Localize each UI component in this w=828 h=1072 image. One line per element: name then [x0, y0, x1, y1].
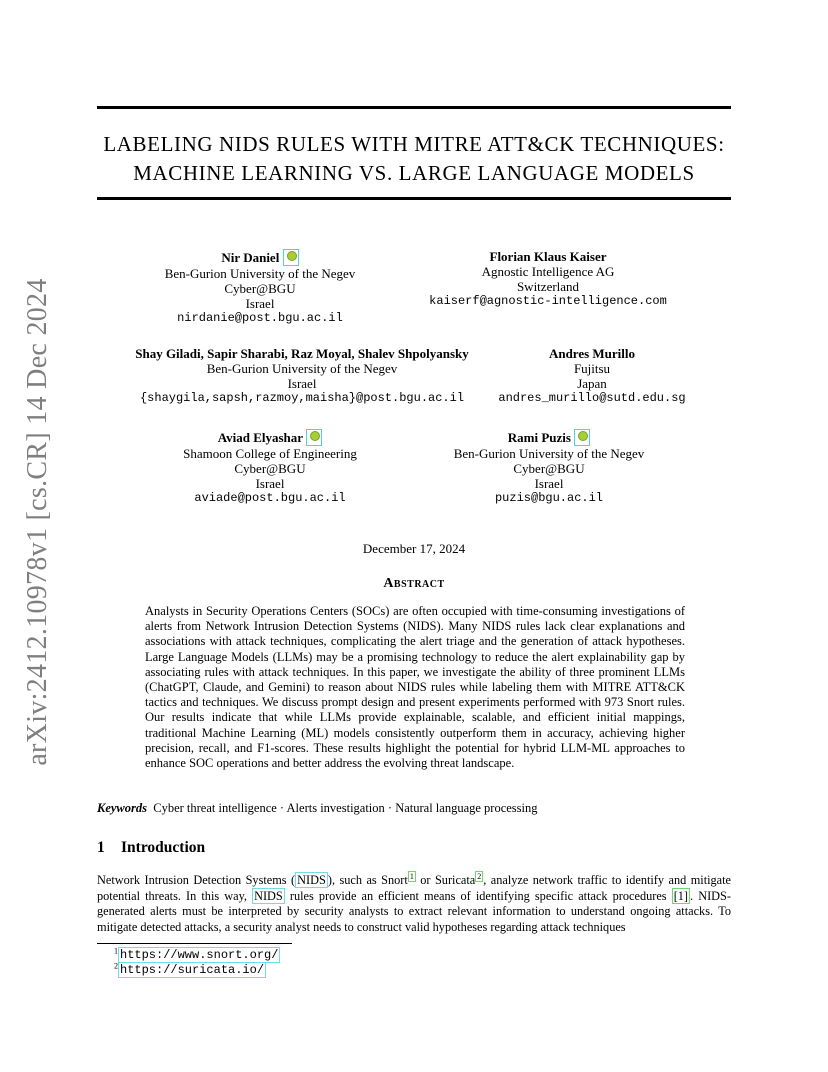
paper-date: December 17, 2024: [362, 541, 466, 556]
orcid-icon: [578, 431, 588, 441]
author-rami-puzis: [369, 429, 729, 506]
author-affiliation: Shamoon College of Engineering: [183, 446, 357, 461]
orcid-icon: [310, 431, 320, 441]
author-affiliation: Ben-Gurion University of the Negev: [453, 446, 645, 461]
footnote-number: 1: [114, 946, 118, 956]
author-name: Nir Daniel: [221, 250, 280, 265]
author-country: Switzerland: [516, 279, 580, 294]
author-email: andres_murillo@sutd.edu.sg: [498, 391, 686, 405]
paper-title: [60, 130, 768, 188]
author-affiliation: Agnostic Intelligence AG: [481, 264, 615, 279]
author-country: Israel: [255, 476, 285, 491]
abstract-text: Analysts in Security Operations Centers (SOCs) are often occupied with time-consuming investigations of alerts from Network Intrusion Detection Systems (NIDS). Many NIDS rules lack clear explanations and associations with attack techniques, complicating the alert triage and the generation of attack hypotheses. Large Language Models (LLMs) may be a promising technology to reduce the alert explainability gap by associating rules with attack techniques. In this paper, we investigate the ability of three prominent LLMs (ChatGPT, Claude, and Gemini) to reason about NIDS rules while labeling them with MITRE ATT&CK tactics and techniques. We discuss prompt design and present experiments performed with 973 Snort rules. Our results indicate that while LLMs provide explainable, scalable, and efficient initial mappings, traditional Machine Learning (ML) models consistently outperform them in accuracy, achieving higher precision, recall, and F1-scores. These results highlight the potential for hybrid LLM-ML approaches to enhance SOC operations and better address the evolving threat landscape.: [145, 604, 685, 771]
author-country: Israel: [287, 376, 317, 391]
author-country: Israel: [245, 296, 275, 311]
footnote-url-link[interactable]: https://www.snort.org/: [120, 948, 279, 962]
author-country: Israel: [534, 476, 564, 491]
intro-paragraph: Network Intrusion Detection Systems ( NIDS ), such as Snort $^1$ or Suricata $^2$ , analyze network traffic to identify and mitigate potential threats. In this way, NIDS rules provide an efficient means of identifying specific attack procedures [1] . NIDS-generated alerts must be interpreted by security analysts to extract relevant information to understand ongoing attacks. To mitigate detected attacks, a security analyst needs to construct valid hypotheses regarding attack techniques: [97, 871, 732, 934]
title-line-2: MACHINE LEARNING VS. LARGE LANGUAGE MODELS: [133, 161, 695, 185]
orcid-icon: [287, 251, 297, 261]
author-email: aviade@post.bgu.ac.il: [194, 491, 346, 505]
author-email: puzis@bgu.ac.il: [494, 491, 604, 505]
footnote-2: [114, 963, 266, 977]
author-name: Shay Giladi, Sapir Sharabi, Raz Moyal, Shalev Shpolyansky: [135, 346, 469, 361]
author-affiliation: Cyber@BGU: [224, 281, 296, 296]
orcid-link[interactable]: [306, 429, 322, 446]
citation-link[interactable]: [1]: [673, 888, 689, 903]
orcid-link[interactable]: [574, 429, 590, 446]
author-email: kaiserf@agnostic-intelligence.com: [429, 294, 667, 308]
keywords-text: Cyber threat intelligence · Alerts investigation · Natural language processing: [153, 801, 538, 815]
title-rule-bottom: [97, 197, 731, 200]
section-title: Introduction: [121, 839, 206, 856]
title-rule-top: [97, 106, 731, 109]
arxiv-stamp-text: arXiv:2412.10978v1 [cs.CR] 14 Dec 2024: [22, 278, 53, 766]
orcid-link[interactable]: [283, 249, 299, 266]
author-affiliation: Ben-Gurion University of the Negev: [164, 266, 356, 281]
author-affiliation: Ben-Gurion University of the Negev: [206, 361, 398, 376]
acronym-link-nids[interactable]: NIDS: [254, 888, 283, 903]
footnote-1: [114, 948, 280, 962]
author-affiliation: Cyber@BGU: [234, 461, 306, 476]
author-affiliation: Cyber@BGU: [513, 461, 585, 476]
footnote-ref-2[interactable]: 2: [477, 871, 482, 881]
footnote-ref-1[interactable]: 1: [409, 871, 414, 881]
author-email: {shaygila,sapsh,razmoy,maisha}@post.bgu.ac.il: [139, 391, 465, 405]
title-line-1: LABELING NIDS RULES WITH MITRE ATT&CK TECHNIQUES:: [103, 132, 725, 156]
footnote-rule: [97, 943, 292, 944]
keywords: [97, 801, 731, 816]
footnote-url-link[interactable]: https://suricata.io/: [120, 963, 265, 977]
author-email: nirdanie@post.bgu.ac.il: [177, 311, 343, 325]
author-name: Florian Klaus Kaiser: [489, 249, 607, 264]
keywords-label: Keywords: [97, 801, 147, 815]
author-name: Andres Murillo: [548, 346, 636, 361]
section-heading: [97, 839, 205, 857]
author-name: Rami Puzis: [507, 430, 571, 445]
author-florian-kaiser: [368, 249, 728, 309]
section-number: 1: [97, 839, 105, 856]
acronym-link-nids[interactable]: NIDS: [297, 873, 326, 887]
abstract-heading: Abstract: [383, 576, 445, 591]
author-andres-murillo: [427, 346, 757, 406]
footnote-number: 2: [114, 961, 118, 971]
author-affiliation: Fujitsu: [573, 361, 611, 376]
author-country: Japan: [577, 376, 607, 391]
author-name: Aviad Elyashar: [217, 430, 304, 445]
